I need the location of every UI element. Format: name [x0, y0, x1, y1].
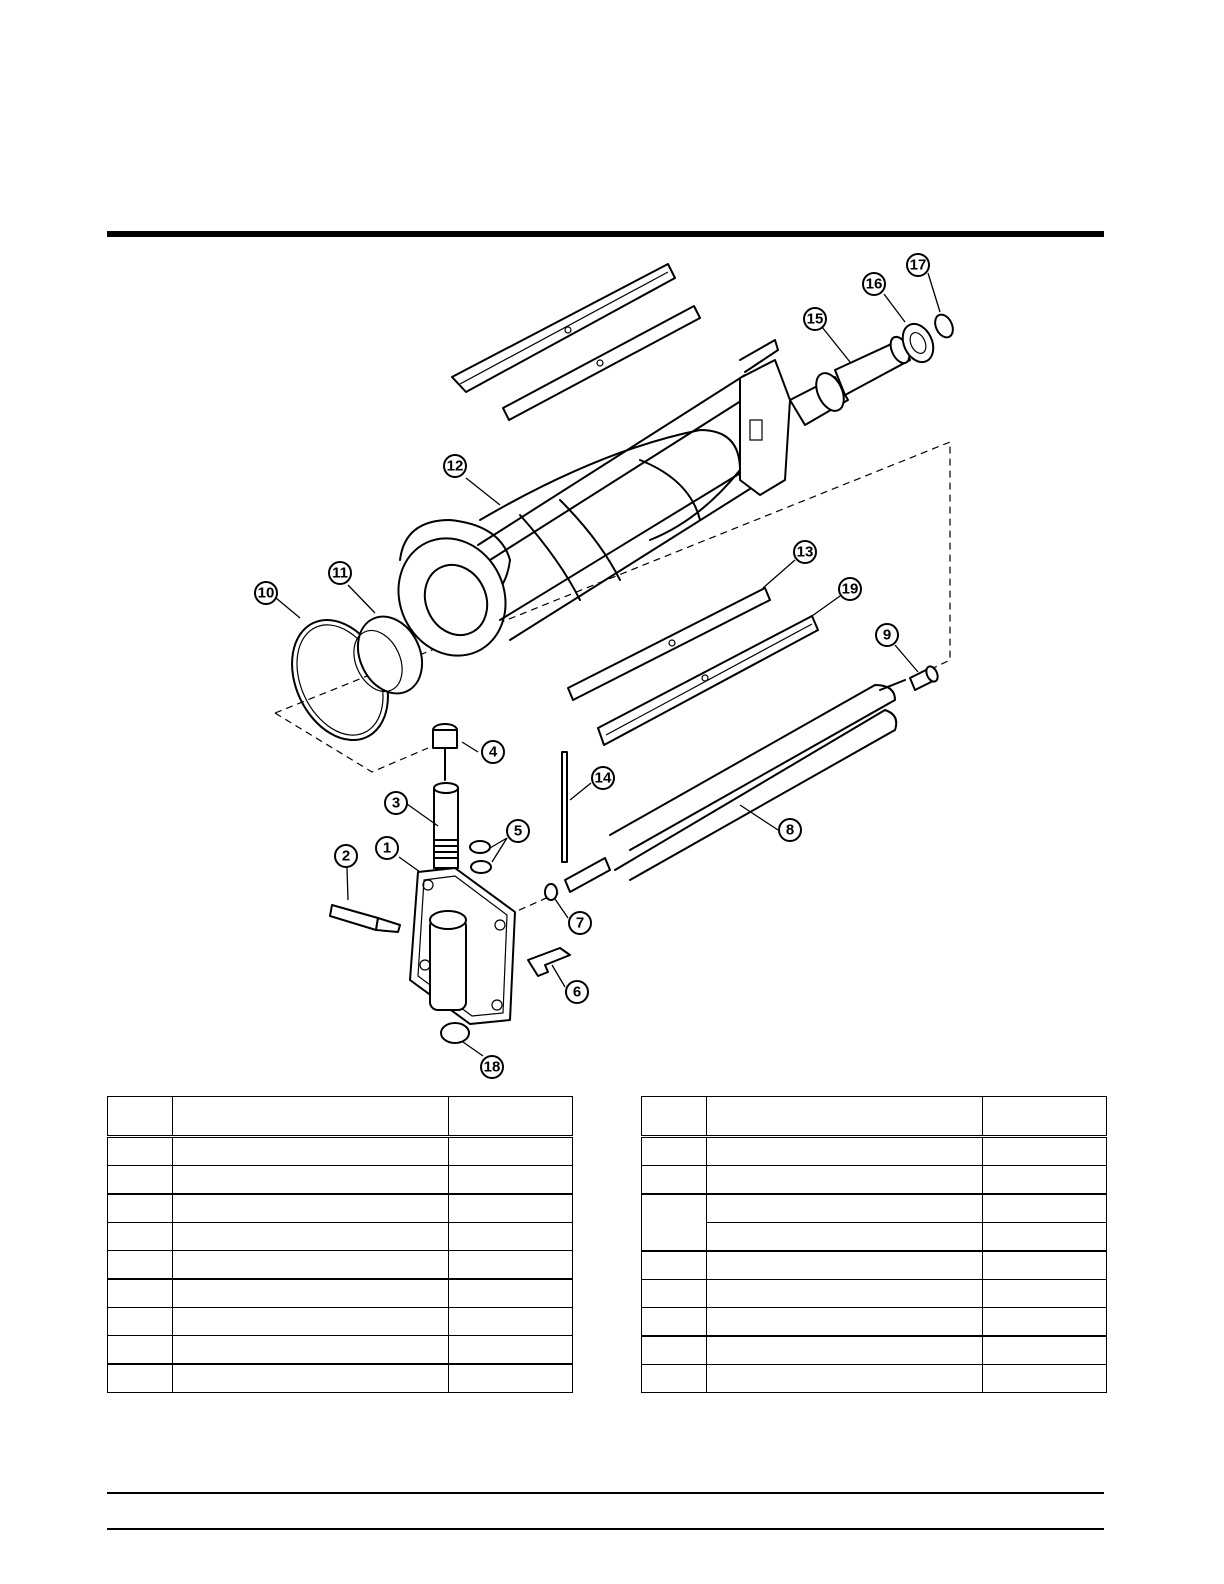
- svg-text:3: 3: [391, 794, 401, 812]
- parts-table-left: [107, 1096, 573, 1393]
- table-row: [642, 1280, 1107, 1308]
- svg-text:11: 11: [332, 564, 348, 582]
- callout-6: [566, 981, 588, 1003]
- callout-7: [569, 912, 591, 934]
- col-description: [707, 1097, 983, 1137]
- table-row: [108, 1336, 573, 1365]
- table-header-row: [642, 1097, 1107, 1137]
- table-row: [108, 1194, 573, 1223]
- exploded-parts-diagram: [0, 240, 1224, 1090]
- callout-17: [907, 254, 929, 276]
- table-row: [108, 1223, 573, 1251]
- table-row: [642, 1166, 1107, 1195]
- footer-rule-top: [107, 1492, 1104, 1494]
- callout-18: [481, 1056, 503, 1078]
- svg-text:4: 4: [488, 743, 498, 761]
- svg-text:12: 12: [446, 457, 464, 475]
- parts-table-right: [641, 1096, 1107, 1393]
- callout-4: [482, 741, 504, 763]
- header-rule: [107, 231, 1104, 237]
- table-row: [108, 1137, 573, 1166]
- callout-19: [839, 578, 861, 600]
- table-row: [108, 1166, 573, 1195]
- callout-2: [335, 845, 357, 867]
- svg-text:18: 18: [483, 1058, 501, 1076]
- col-item: [108, 1097, 173, 1137]
- drive-shaft: [790, 334, 913, 425]
- callout-10: [255, 582, 277, 604]
- o-ring-17: [932, 312, 957, 341]
- svg-text:10: 10: [257, 584, 275, 602]
- footer-rule-bottom: [107, 1528, 1104, 1530]
- col-description: [173, 1097, 449, 1137]
- svg-text:8: 8: [785, 821, 795, 839]
- svg-text:6: 6: [572, 983, 582, 1001]
- freezer-door: [410, 868, 515, 1024]
- table-row: [108, 1364, 573, 1393]
- callout-12: [444, 455, 466, 477]
- beater-assembly: [380, 340, 790, 673]
- o-ring-5a: [470, 841, 490, 853]
- callout-8: [779, 819, 801, 841]
- callout-9: [876, 624, 898, 646]
- valve-cap: [433, 724, 457, 780]
- callout-3: [385, 792, 407, 814]
- callout-11: [329, 562, 351, 584]
- svg-text:16: 16: [865, 275, 883, 293]
- svg-text:2: 2: [341, 847, 351, 865]
- table-row: [642, 1336, 1107, 1365]
- svg-text:19: 19: [841, 580, 859, 598]
- svg-text:5: 5: [513, 822, 523, 840]
- callout-13: [794, 541, 816, 563]
- svg-text:7: 7: [575, 914, 585, 932]
- blade-holder-bottom: [598, 616, 818, 745]
- callout-14: [592, 767, 614, 789]
- scraper-blade-top: [503, 306, 700, 420]
- retainer-clip: [528, 948, 570, 976]
- nut: [441, 1023, 469, 1043]
- table-row: [108, 1279, 573, 1308]
- table-row: [108, 1308, 573, 1336]
- table-row: [642, 1251, 1107, 1280]
- svg-text:17: 17: [909, 256, 927, 274]
- table-row: [642, 1365, 1107, 1393]
- callout-15: [804, 308, 826, 330]
- svg-text:1: 1: [382, 839, 392, 857]
- auger-agitator: [565, 680, 905, 892]
- o-ring-5b: [471, 861, 491, 873]
- table-row: [108, 1251, 573, 1280]
- rod: [562, 752, 567, 862]
- col-item: [642, 1097, 707, 1137]
- o-ring-7: [545, 884, 557, 900]
- blade-holder-top: [452, 264, 675, 392]
- table-row: [642, 1308, 1107, 1337]
- col-part-no: [983, 1097, 1107, 1137]
- table-row: [642, 1194, 1107, 1223]
- table-row: [642, 1137, 1107, 1166]
- svg-text:13: 13: [796, 543, 814, 561]
- svg-text:15: 15: [806, 310, 824, 328]
- scraper-blade-bottom: [568, 588, 770, 700]
- svg-text:9: 9: [882, 626, 892, 644]
- callout-1: [376, 837, 398, 859]
- callout-5: [507, 820, 529, 842]
- table-header-row: [108, 1097, 573, 1137]
- col-part-no: [449, 1097, 573, 1137]
- svg-text:14: 14: [594, 769, 612, 787]
- table-row: [642, 1223, 1107, 1252]
- alignment-dashed-line-lower: [275, 713, 428, 772]
- handle: [330, 905, 400, 932]
- callout-16: [863, 273, 885, 295]
